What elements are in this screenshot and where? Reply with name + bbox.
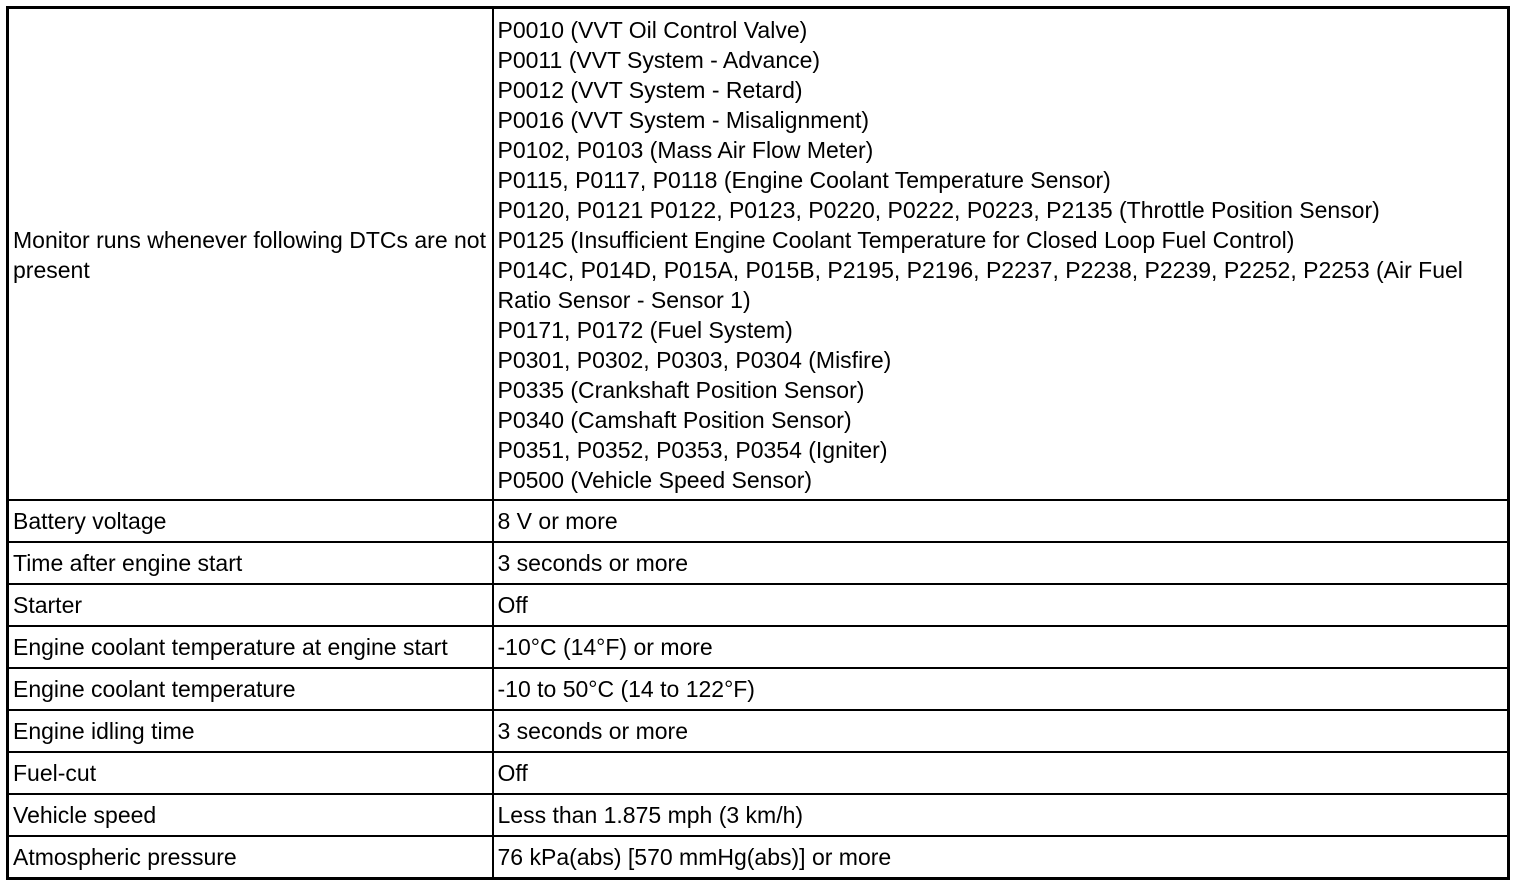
condition-value: 76 kPa(abs) [570 mmHg(abs)] or more: [493, 836, 1509, 879]
dtc-item: P0301, P0302, P0303, P0304 (Misfire): [497, 347, 892, 373]
table-row: [8, 626, 1509, 668]
condition-label: Time after engine start: [8, 542, 493, 584]
table-row: [8, 500, 1509, 542]
dtc-item: P0012 (VVT System - Retard): [497, 77, 803, 103]
condition-label: Engine idling time: [8, 710, 493, 752]
dtc-item: P0351, P0352, P0353, P0354 (Igniter): [497, 437, 888, 463]
condition-value: 3 seconds or more: [493, 710, 1509, 752]
condition-label: Vehicle speed: [8, 794, 493, 836]
table-row: [8, 752, 1509, 794]
table-row: [8, 710, 1509, 752]
dtc-item: P0115, P0117, P0118 (Engine Coolant Temperature Sensor): [497, 167, 1111, 193]
dtc-item: P0125 (Insufficient Engine Coolant Temperature for Closed Loop Fuel Control): [497, 227, 1295, 253]
condition-label: Starter: [8, 584, 493, 626]
dtc-item: P0010 (VVT Oil Control Valve): [497, 17, 808, 43]
table-row: [8, 584, 1509, 626]
dtc-item: P0335 (Crankshaft Position Sensor): [497, 377, 865, 403]
table-row: [8, 836, 1509, 879]
condition-value: -10 to 50°C (14 to 122°F): [493, 668, 1509, 710]
dtc-item: P0340 (Camshaft Position Sensor): [497, 407, 852, 433]
dtc-list: [493, 8, 1509, 501]
dtc-item: P0102, P0103 (Mass Air Flow Meter): [497, 137, 874, 163]
table-row-dtc-conditions: [8, 8, 1509, 501]
condition-value: 3 seconds or more: [493, 542, 1509, 584]
dtc-item: P0011 (VVT System - Advance): [497, 47, 821, 73]
condition-value: 8 V or more: [493, 500, 1509, 542]
table-row: [8, 668, 1509, 710]
table-row: [8, 542, 1509, 584]
dtc-item: P0120, P0121 P0122, P0123, P0220, P0222, P0223, P2135 (Throttle Position Sensor): [497, 197, 1380, 223]
condition-label: Battery voltage: [8, 500, 493, 542]
condition-label: Engine coolant temperature at engine start: [8, 626, 493, 668]
dtc-item: P0500 (Vehicle Speed Sensor): [497, 467, 813, 493]
condition-label: Monitor runs whenever following DTCs are not present: [8, 8, 493, 501]
monitor-conditions-table: [6, 6, 1510, 880]
table-row: [8, 794, 1509, 836]
condition-value: Off: [493, 752, 1509, 794]
condition-label: Fuel-cut: [8, 752, 493, 794]
condition-value: Off: [493, 584, 1509, 626]
condition-label: Atmospheric pressure: [8, 836, 493, 879]
condition-label: Engine coolant temperature: [8, 668, 493, 710]
condition-value: Less than 1.875 mph (3 km/h): [493, 794, 1509, 836]
dtc-item: P0016 (VVT System - Misalignment): [497, 107, 870, 133]
dtc-item: P0171, P0172 (Fuel System): [497, 317, 793, 343]
condition-value: -10°C (14°F) or more: [493, 626, 1509, 668]
dtc-item: P014C, P014D, P015A, P015B, P2195, P2196, P2237, P2238, P2239, P2252, P2253 (Air Fuel Ratio Sensor - Sensor 1): [497, 257, 1463, 313]
